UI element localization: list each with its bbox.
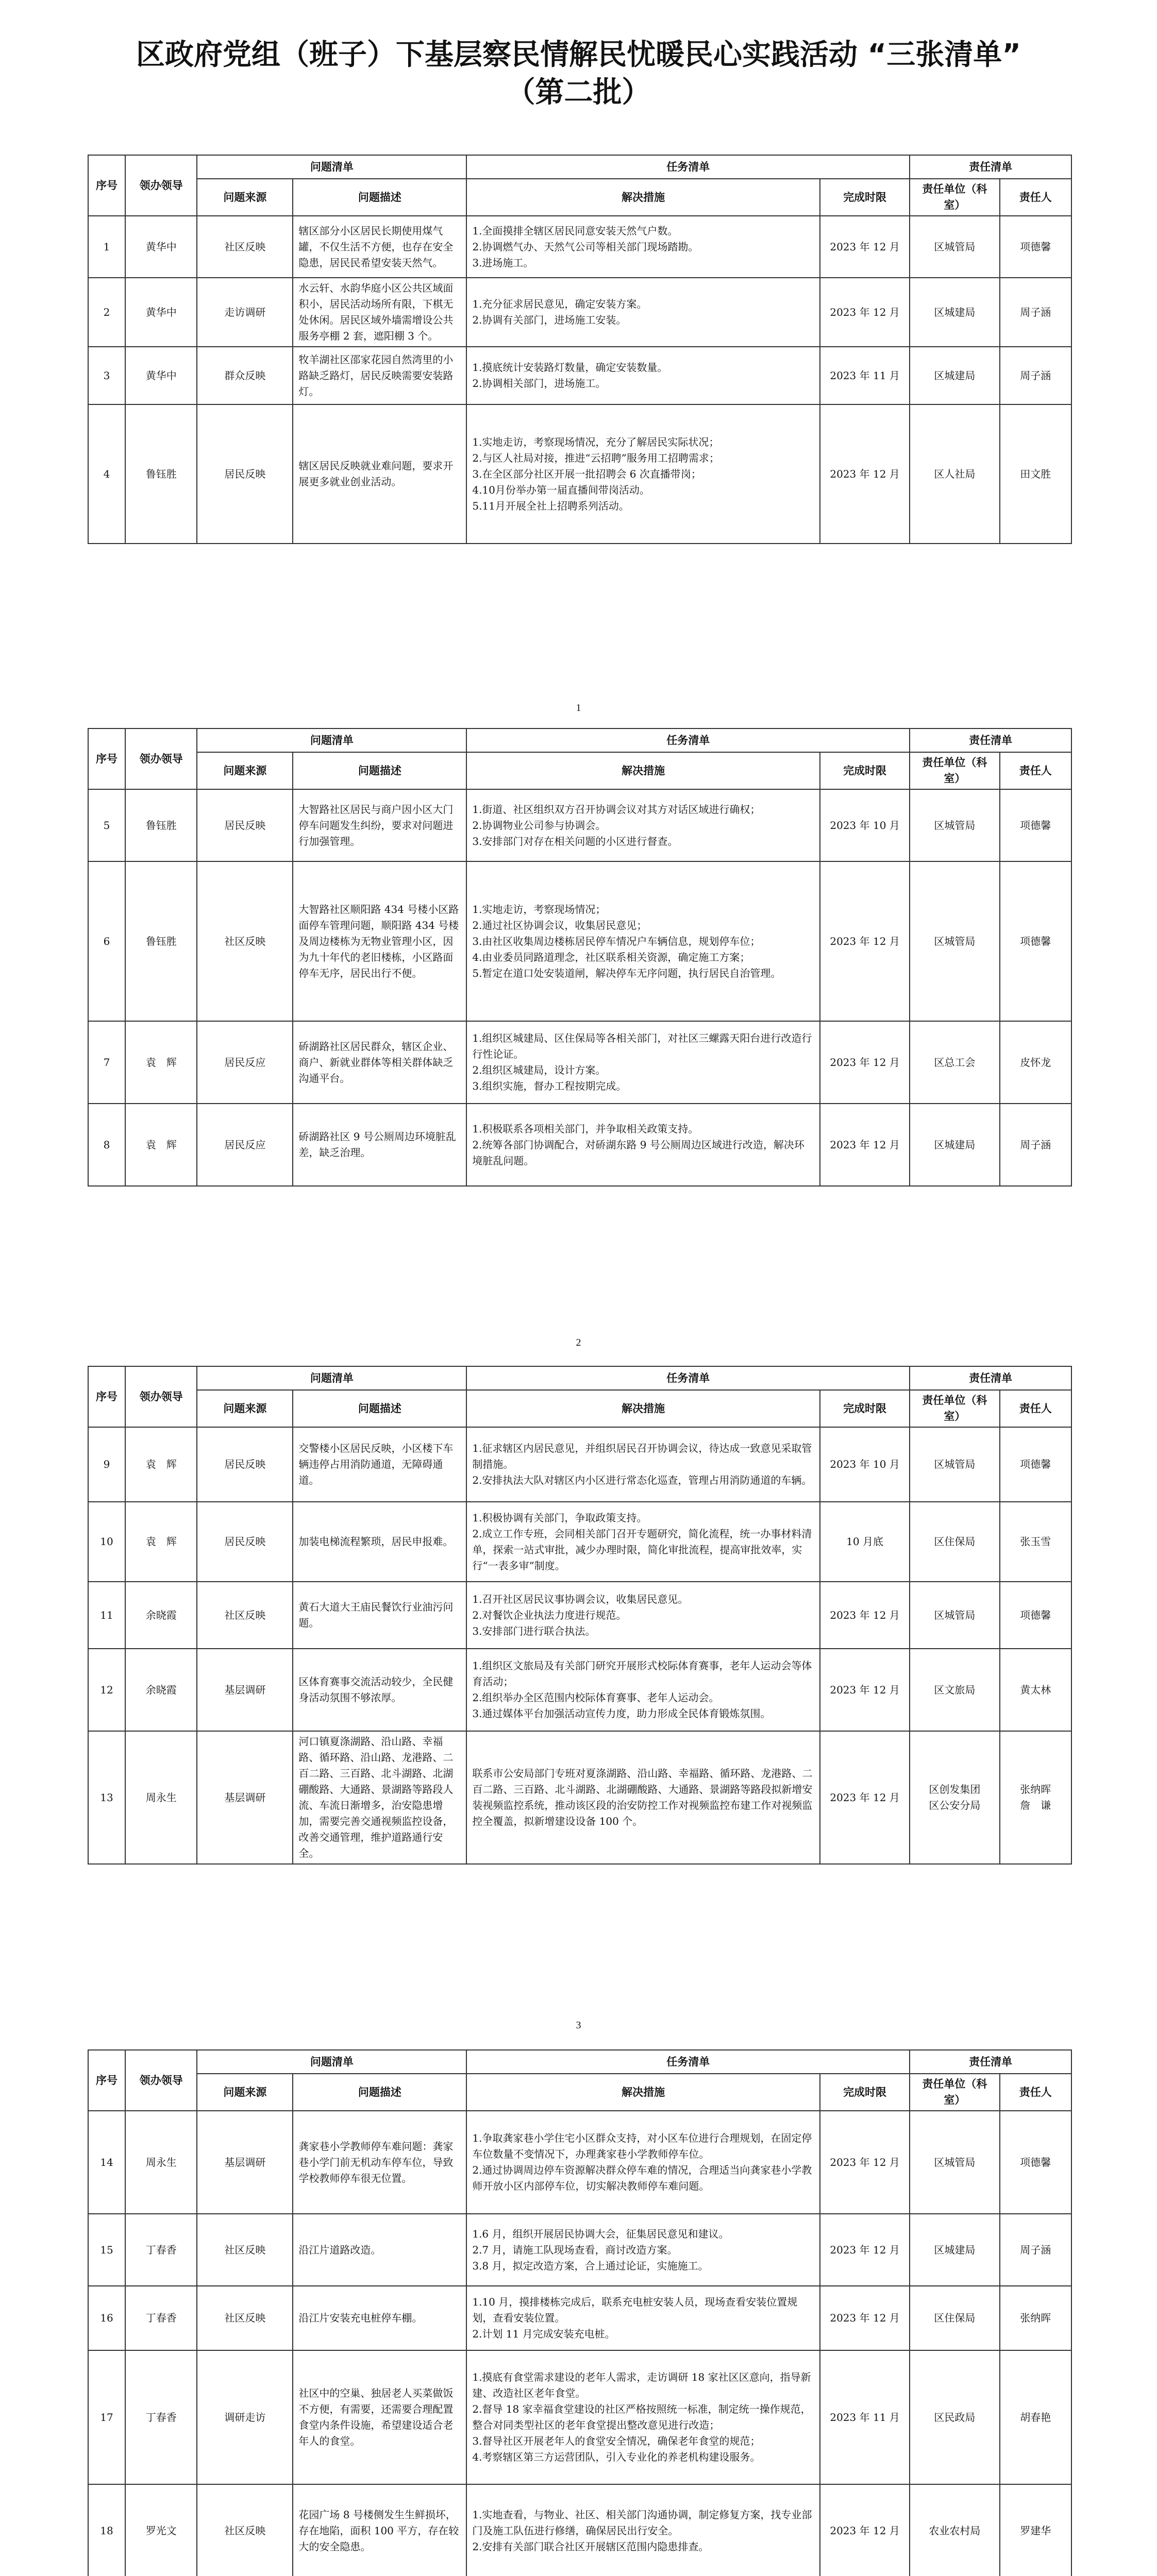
header-unit: 责任单位（科室） — [910, 179, 999, 216]
cell-deadline: 2023 年 12 月 — [820, 2286, 910, 2350]
cell-deadline: 2023 年 12 月 — [820, 404, 910, 544]
cell-person: 田文胜 — [1000, 404, 1071, 544]
cell-leader: 鲁钰胜 — [125, 789, 197, 861]
cell-unit: 区住保局 — [910, 2286, 999, 2350]
header-source: 问题来源 — [197, 179, 293, 216]
cell-leader: 罗光文 — [125, 2484, 197, 2576]
task-table — [88, 728, 1072, 1187]
cell-seq: 3 — [88, 347, 125, 404]
cell-unit: 区城管局 — [910, 1582, 999, 1649]
cell-unit: 区人社局 — [910, 404, 999, 544]
cell-person: 胡春艳 — [1000, 2350, 1071, 2484]
cell-person: 周子涵 — [1000, 347, 1071, 404]
header-row — [88, 2050, 1071, 2074]
cell-source: 社区反映 — [197, 1582, 293, 1649]
header-problem-list: 问题清单 — [197, 155, 466, 179]
cell-unit: 区民政局 — [910, 2350, 999, 2484]
cell-person: 项德馨 — [1000, 1427, 1071, 1502]
cell-seq: 4 — [88, 404, 125, 544]
cell-person: 皮怀龙 — [1000, 1021, 1071, 1104]
header-problem-list: 问题清单 — [197, 1366, 466, 1390]
header-seq: 序号 — [88, 155, 125, 216]
cell-measure: 1.征求辖区内居民意见，并组织居民召开协调会议，待达成一致意见采取管制措施。 2.安排执法大队对辖区内小区进行常态化巡查，管理占用消防通道的车辆。 — [466, 1427, 820, 1502]
cell-deadline: 2023 年 12 月 — [820, 1582, 910, 1649]
cell-measure: 1.全面摸排全辖区居民同意安装天然气户数。 2.协调燃气办、天然气公司等相关部门现场踏勘。 3.进场施工。 — [466, 216, 820, 278]
table-row — [88, 2286, 1071, 2350]
cell-person: 项德馨 — [1000, 216, 1071, 278]
document-title-line2: （第二批） — [506, 76, 651, 109]
cell-desc: 水云轩、水韵华庭小区公共区域面积小，居民活动场所有限，下棋无处休闲。居民区域外墙需增设公共服务亭棚 2 套，遮阳棚 3 个。 — [293, 278, 466, 347]
cell-person: 周子涵 — [1000, 278, 1071, 347]
header-desc: 问题描述 — [293, 752, 466, 789]
cell-person: 黄太林 — [1000, 1649, 1071, 1731]
cell-desc: 沿江片道路改造。 — [293, 2214, 466, 2286]
table-row — [88, 1427, 1071, 1502]
cell-leader: 袁 辉 — [125, 1502, 197, 1582]
cell-person: 项德馨 — [1000, 2111, 1071, 2214]
cell-leader: 周永生 — [125, 1731, 197, 1864]
header-row-sub — [88, 2074, 1071, 2111]
cell-source: 走访调研 — [197, 278, 293, 347]
table-row — [88, 404, 1071, 544]
cell-seq: 10 — [88, 1502, 125, 1582]
cell-deadline: 2023 年 12 月 — [820, 1104, 910, 1186]
table-row — [88, 2484, 1071, 2576]
cell-measure: 1.6 月，组织开展居民协调大会，征集居民意见和建议。 2.7 月，请施工队现场查看，商讨改造方案。 3.8 月，拟定改造方案，合上通过论证，实施施工。 — [466, 2214, 820, 2286]
header-duty-list: 责任清单 — [910, 155, 1071, 179]
table-row — [88, 1649, 1071, 1731]
header-task-list: 任务清单 — [466, 155, 910, 179]
header-duty-list: 责任清单 — [910, 728, 1071, 752]
header-desc: 问题描述 — [293, 2074, 466, 2111]
cell-measure: 1.实地走访，考察现场情况； 2.通过社区协调会议，收集居民意见； 3.由社区收集周边楼栋居民停车情况户车辆信息，规划停车位； 4.由业委员同路道理念，社区联系相关资源，确定施工方案； 5.暂定在道口处安装道闸，解决停车无序问题，执行居民自治管理。 — [466, 861, 820, 1021]
cell-leader: 丁春香 — [125, 2214, 197, 2286]
header-measure: 解决措施 — [466, 752, 820, 789]
cell-seq: 15 — [88, 2214, 125, 2286]
cell-leader: 周永生 — [125, 2111, 197, 2214]
page-number: 2 — [576, 1337, 581, 1348]
cell-unit: 区总工会 — [910, 1021, 999, 1104]
cell-leader: 袁 辉 — [125, 1021, 197, 1104]
cell-unit: 区城建局 — [910, 278, 999, 347]
cell-unit: 区文旅局 — [910, 1649, 999, 1731]
cell-source: 社区反映 — [197, 2214, 293, 2286]
cell-desc: 社区中的空巢、独居老人买菜做饭不方便，有需要，还需要合理配置食堂内条件设施，希望建设适合老年人的食堂。 — [293, 2350, 466, 2484]
table-row — [88, 2111, 1071, 2214]
header-problem-list: 问题清单 — [197, 728, 466, 752]
header-duty-list: 责任清单 — [910, 1366, 1071, 1390]
cell-seq: 9 — [88, 1427, 125, 1502]
header-seq: 序号 — [88, 2050, 125, 2111]
header-unit: 责任单位（科室） — [910, 2074, 999, 2111]
page-number: 1 — [576, 702, 581, 714]
cell-leader: 余晓霞 — [125, 1649, 197, 1731]
header-seq: 序号 — [88, 728, 125, 789]
cell-leader: 黄华中 — [125, 347, 197, 404]
task-table — [88, 1366, 1072, 1865]
cell-source: 调研走访 — [197, 2350, 293, 2484]
table-row — [88, 216, 1071, 278]
cell-person: 周子涵 — [1000, 1104, 1071, 1186]
cell-person: 项德馨 — [1000, 1582, 1071, 1649]
cell-deadline: 2023 年 11 月 — [820, 2350, 910, 2484]
cell-measure: 1.10 月，摸排楼栋完成后，联系充电桩安装人员，现场查看安装位置规划，查看安装位置。 2.计划 11 月完成安装充电桩。 — [466, 2286, 820, 2350]
cell-desc: 牧羊湖社区邵家花园自然湾里的小路缺乏路灯，居民反映需要安装路灯。 — [293, 347, 466, 404]
table-row — [88, 2350, 1071, 2484]
cell-person: 项德馨 — [1000, 789, 1071, 861]
table-page-1 — [88, 155, 1072, 544]
cell-deadline: 2023 年 12 月 — [820, 216, 910, 278]
header-seq: 序号 — [88, 1366, 125, 1427]
cell-measure: 1.实地走访，考察现场情况，充分了解居民实际状况； 2.与区人社局对接，推进“云招聘”服务用工招聘需求； 3.在全区部分社区开展一批招聘会 6 次直播带岗； 4.10月份举办第一届直播间带岗活动。 5.11月开展全社上招聘系列活动。 — [466, 404, 820, 544]
cell-leader: 余晓霞 — [125, 1582, 197, 1649]
cell-leader: 黄华中 — [125, 278, 197, 347]
cell-desc: 花园广场 8 号楼侧发生生鲜损坏，存在地陷，面积 100 平方，存在较大的安全隐患。 — [293, 2484, 466, 2576]
table-row — [88, 861, 1071, 1021]
header-measure: 解决措施 — [466, 2074, 820, 2111]
cell-desc: 区体育赛事交流活动较少，全民健身活动氛围不够浓厚。 — [293, 1649, 466, 1731]
cell-deadline: 2023 年 12 月 — [820, 2214, 910, 2286]
document-title-line1: 区政府党组（班子）下基层察民情解民忧暖民心实践活动 “三张清单” — [136, 38, 1021, 72]
table-row — [88, 1104, 1071, 1186]
table-row — [88, 347, 1071, 404]
cell-measure: 1.街道、社区组织双方召开协调会议对其方对话区域进行确权； 2.协调物业公司参与协调会。 3.安排部门对存在相关问题的小区进行督查。 — [466, 789, 820, 861]
header-person: 责任人 — [1000, 179, 1071, 216]
cell-desc: 大智路社区居民与商户因小区大门停车问题发生纠纷，要求对问题进行加强管理。 — [293, 789, 466, 861]
cell-seq: 1 — [88, 216, 125, 278]
cell-measure: 1.实地查看，与物业、社区、相关部门沟通协调，制定修复方案，找专业部门及施工队伍进行修缮，确保居民出行安全。 2.安排有关部门联合社区开展辖区范围内隐患排查。 — [466, 2484, 820, 2576]
cell-person: 张纳晖 詹 谦 — [1000, 1731, 1071, 1864]
cell-measure: 1.组织区文旅局及有关部门研究开展形式校际体育赛事，老年人运动会等体育活动； 2.组织举办全区范围内校际体育赛事、老年人运动会。 3.通过媒体平台加强活动宣传力度，助力形成全民体育锻炼氛围。 — [466, 1649, 820, 1731]
cell-measure: 1.争取龚家巷小学住宅小区群众支持，对小区车位进行合理规划，在固定停车位数量不变情况下，办理龚家巷小学教师停车位。 2.通过协调周边停车资源解决群众停车难的情况，合理适当向龚家巷小学教师开放小区内部停车位，切实解决教师停车难问题。 — [466, 2111, 820, 2214]
cell-seq: 12 — [88, 1649, 125, 1731]
cell-desc: 大智路社区顺阳路 434 号楼小区路面停车管理问题，顺阳路 434 号楼及周边楼栋为无物业管理小区，因为九十年代的老旧楼栋，小区路面停车无序，居民出行不便。 — [293, 861, 466, 1021]
cell-source: 基层调研 — [197, 1731, 293, 1864]
cell-desc: 硚湖路社区 9 号公厕周边环境脏乱差，缺乏治理。 — [293, 1104, 466, 1186]
cell-seq: 8 — [88, 1104, 125, 1186]
cell-leader: 袁 辉 — [125, 1427, 197, 1502]
task-table — [88, 2049, 1072, 2576]
cell-seq: 17 — [88, 2350, 125, 2484]
cell-source: 居民反应 — [197, 1104, 293, 1186]
header-duty-list: 责任清单 — [910, 2050, 1071, 2074]
header-row — [88, 728, 1071, 752]
cell-person: 张玉雪 — [1000, 1502, 1071, 1582]
cell-measure: 联系市公安局部门专班对夏涤湖路、沿山路、幸福路、循环路、龙港路、二百二路、三百路、北斗湖路、北湖硼酸路、大通路、景湖路等路段拟新增安装视频监控系统，推动该区段的治安防控工作对视频监控布建工作对视频监控全覆盖，拟新增建设设备 100 个。 — [466, 1731, 820, 1864]
cell-source: 基层调研 — [197, 1649, 293, 1731]
cell-unit: 区创发集团 区公安分局 — [910, 1731, 999, 1864]
cell-unit: 农业农村局 — [910, 2484, 999, 2576]
cell-measure: 1.摸底有食堂需求建设的老年人需求，走访调研 18 家社区区意向，指导新建、改造社区老年食堂。 2.督导 18 家幸福食堂建设的社区严格按照统一标准，制定统一操作规范，整合对同类型社区的老年食堂提出整改意见进行改造； 3.督导社区开展老年人的食堂安全情况，确保老年食堂的规范； 4.考察辖区第三方运营团队，引入专业化的养老机构建设服务。 — [466, 2350, 820, 2484]
cell-unit: 区城管局 — [910, 1427, 999, 1502]
header-deadline: 完成时限 — [820, 2074, 910, 2111]
cell-leader: 鲁钰胜 — [125, 404, 197, 544]
header-deadline: 完成时限 — [820, 179, 910, 216]
cell-source: 社区反映 — [197, 216, 293, 278]
cell-leader: 丁春香 — [125, 2350, 197, 2484]
cell-desc: 河口镇夏涤湖路、沿山路、幸福路、循环路、沿山路、龙港路、二百二路、三百路、北斗湖路、北湖硼酸路、大通路、景湖路等路段人流、车流日渐增多，治安隐患增加，需要完善交通视频监控设备，改善交通管理，维护道路通行安全。 — [293, 1731, 466, 1864]
header-problem-list: 问题清单 — [197, 2050, 466, 2074]
cell-seq: 11 — [88, 1582, 125, 1649]
cell-seq: 5 — [88, 789, 125, 861]
cell-desc: 黄石大道大王庙民餐饮行业油污问题。 — [293, 1582, 466, 1649]
header-row-sub — [88, 752, 1071, 789]
header-task-list: 任务清单 — [466, 2050, 910, 2074]
cell-measure: 1.摸底统计安装路灯数量，确定安装数量。 2.协调相关部门，进场施工。 — [466, 347, 820, 404]
table-row — [88, 1582, 1071, 1649]
cell-source: 社区反映 — [197, 2484, 293, 2576]
header-leader: 领办领导 — [125, 155, 197, 216]
header-unit: 责任单位（科室） — [910, 752, 999, 789]
header-deadline: 完成时限 — [820, 752, 910, 789]
cell-desc: 辖区居民反映就业难问题，要求开展更多就业创业活动。 — [293, 404, 466, 544]
cell-deadline: 2023 年 12 月 — [820, 2484, 910, 2576]
cell-seq: 7 — [88, 1021, 125, 1104]
cell-deadline: 2023 年 10 月 — [820, 789, 910, 861]
cell-measure: 1.组织区城建局、区住保局等各相关部门，对社区三螺露天阳台进行改造行行性论证。 2.组织区城建局，设计方案。 3.组织实施，督办工程按期完成。 — [466, 1021, 820, 1104]
cell-deadline: 2023 年 12 月 — [820, 278, 910, 347]
cell-unit: 区城管局 — [910, 789, 999, 861]
cell-source: 社区反映 — [197, 861, 293, 1021]
cell-person: 张纳晖 — [1000, 2286, 1071, 2350]
cell-seq: 2 — [88, 278, 125, 347]
cell-source: 居民反映 — [197, 404, 293, 544]
cell-unit: 区城管局 — [910, 2111, 999, 2214]
cell-desc: 辖区部分小区居民长期使用煤气罐，不仅生活不方便，也存在安全隐患，居民民希望安装天然气。 — [293, 216, 466, 278]
header-person: 责任人 — [1000, 752, 1071, 789]
header-row — [88, 1366, 1071, 1390]
cell-seq: 16 — [88, 2286, 125, 2350]
cell-leader: 鲁钰胜 — [125, 861, 197, 1021]
cell-unit: 区城建局 — [910, 1104, 999, 1186]
cell-deadline: 2023 年 10 月 — [820, 1427, 910, 1502]
header-source: 问题来源 — [197, 2074, 293, 2111]
header-row-sub — [88, 1390, 1071, 1427]
table-row — [88, 1731, 1071, 1864]
cell-unit: 区城管局 — [910, 216, 999, 278]
cell-deadline: 2023 年 12 月 — [820, 1731, 910, 1864]
table-row — [88, 1502, 1071, 1582]
table-row — [88, 2214, 1071, 2286]
header-desc: 问题描述 — [293, 1390, 466, 1427]
cell-deadline: 2023 年 12 月 — [820, 1021, 910, 1104]
cell-unit: 区城建局 — [910, 2214, 999, 2286]
cell-measure: 1.充分征求居民意见，确定安装方案。 2.协调有关部门，进场施工安装。 — [466, 278, 820, 347]
header-person: 责任人 — [1000, 2074, 1071, 2111]
cell-deadline: 2023 年 12 月 — [820, 861, 910, 1021]
table-row — [88, 278, 1071, 347]
cell-deadline: 2023 年 12 月 — [820, 1649, 910, 1731]
cell-source: 基层调研 — [197, 2111, 293, 2214]
header-leader: 领办领导 — [125, 1366, 197, 1427]
cell-deadline: 2023 年 11 月 — [820, 347, 910, 404]
cell-seq: 13 — [88, 1731, 125, 1864]
cell-person: 罗建华 — [1000, 2484, 1071, 2576]
cell-measure: 1.召开社区居民议事协调会议，收集居民意见。 2.对餐饮企业执法力度进行规范。 3.安排部门进行联合执法。 — [466, 1582, 820, 1649]
table-row — [88, 789, 1071, 861]
cell-source: 群众反映 — [197, 347, 293, 404]
page-number: 3 — [576, 2020, 581, 2031]
header-leader: 领办领导 — [125, 728, 197, 789]
cell-leader: 黄华中 — [125, 216, 197, 278]
cell-unit: 区住保局 — [910, 1502, 999, 1582]
header-task-list: 任务清单 — [466, 728, 910, 752]
header-measure: 解决措施 — [466, 1390, 820, 1427]
cell-leader: 袁 辉 — [125, 1104, 197, 1186]
table-page-3 — [88, 1366, 1072, 1865]
cell-source: 居民反应 — [197, 1021, 293, 1104]
header-measure: 解决措施 — [466, 179, 820, 216]
header-source: 问题来源 — [197, 1390, 293, 1427]
cell-source: 居民反映 — [197, 789, 293, 861]
cell-person: 周子涵 — [1000, 2214, 1071, 2286]
cell-desc: 龚家巷小学教师停车难问题：龚家巷小学门前无机动车停车位，导致学校教师停车很无位置。 — [293, 2111, 466, 2214]
cell-desc: 加装电梯流程繁琐，居民申报难。 — [293, 1502, 466, 1582]
cell-desc: 沿江片安装充电桩停车棚。 — [293, 2286, 466, 2350]
cell-unit: 区城建局 — [910, 347, 999, 404]
task-table — [88, 155, 1072, 544]
cell-person: 项德馨 — [1000, 861, 1071, 1021]
cell-deadline: 10 月底 — [820, 1502, 910, 1582]
header-source: 问题来源 — [197, 752, 293, 789]
table-page-4 — [88, 2049, 1072, 2576]
cell-leader: 丁春香 — [125, 2286, 197, 2350]
header-deadline: 完成时限 — [820, 1390, 910, 1427]
header-task-list: 任务清单 — [466, 1366, 910, 1390]
cell-measure: 1.积极联系各项相关部门，并争取相关政策支持。 2.统筹各部门协调配合，对硚湖东路 9 号公厕周边区域进行改造，解决环境脏乱问题。 — [466, 1104, 820, 1186]
cell-seq: 14 — [88, 2111, 125, 2214]
cell-seq: 6 — [88, 861, 125, 1021]
header-leader: 领办领导 — [125, 2050, 197, 2111]
cell-unit: 区城管局 — [910, 861, 999, 1021]
cell-deadline: 2023 年 12 月 — [820, 2111, 910, 2214]
header-person: 责任人 — [1000, 1390, 1071, 1427]
header-row-sub — [88, 179, 1071, 216]
table-page-2 — [88, 728, 1072, 1187]
header-desc: 问题描述 — [293, 179, 466, 216]
cell-seq: 18 — [88, 2484, 125, 2576]
header-row — [88, 155, 1071, 179]
cell-source: 居民反映 — [197, 1427, 293, 1502]
cell-source: 居民反映 — [197, 1502, 293, 1582]
table-row — [88, 1021, 1071, 1104]
cell-desc: 硚湖路社区居民群众，辖区企业、商户、新就业群体等相关群体缺乏沟通平台。 — [293, 1021, 466, 1104]
header-unit: 责任单位（科室） — [910, 1390, 999, 1427]
cell-desc: 交警楼小区居民反映，小区楼下车辆违停占用消防通道，无障碍通道。 — [293, 1427, 466, 1502]
cell-source: 社区反映 — [197, 2286, 293, 2350]
cell-measure: 1.积极协调有关部门，争取政策支持。 2.成立工作专班，会同相关部门召开专题研究，简化流程，统一办事材料清单，探索一站式审批，减少办理时限，简化审批流程，提高审批效率，实行“一表多审”制度。 — [466, 1502, 820, 1582]
